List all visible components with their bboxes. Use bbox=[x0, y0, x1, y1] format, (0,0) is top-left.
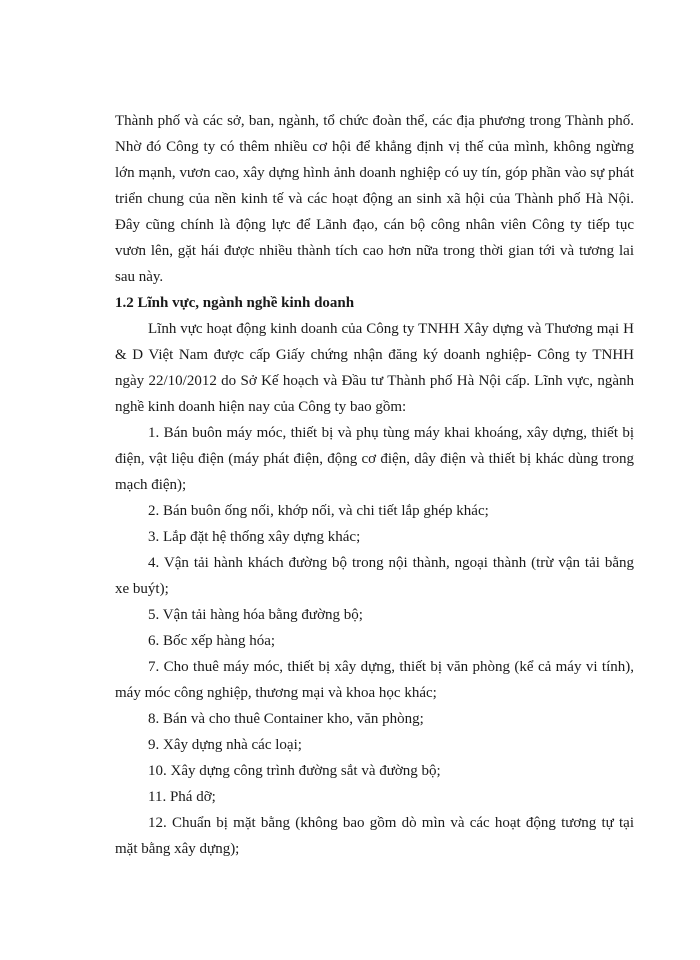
list-item: 2. Bán buôn ống nối, khớp nối, và chi tiết lắp ghép khác; bbox=[148, 503, 489, 519]
list-item: 5. Vận tải hàng hóa bằng đường bộ; bbox=[148, 607, 363, 623]
list-item: 8. Bán và cho thuê Container kho, văn phòng; bbox=[148, 711, 424, 727]
document-page bbox=[115, 108, 634, 862]
list-item: 11. Phá dỡ; bbox=[148, 789, 216, 805]
list-item: 9. Xây dựng nhà các loại; bbox=[148, 737, 302, 753]
list-item: 6. Bốc xếp hàng hóa; bbox=[148, 633, 276, 649]
list-item: 7. Cho thuê máy móc, thiết bị xây dựng, thiết bị văn phòng (kể cả máy vi tính), máy móc công nghiệp, thương mại và khoa học khác; bbox=[115, 659, 634, 701]
list-item: 4. Vận tải hành khách đường bộ trong nội thành, ngoại thành (trừ vận tải bằng xe buýt); bbox=[115, 555, 634, 597]
list-item: 10. Xây dựng công trình đường sắt và đường bộ; bbox=[148, 763, 441, 779]
intro-paragraph: Thành phố và các sở, ban, ngành, tổ chức đoàn thể, các địa phương trong Thành phố. Nhờ đó Công ty có thêm nhiều cơ hội để khẳng định vị thế của mình, không ngừng lớn mạnh, vươn cao, xây dựng hình ảnh doanh nghiệp có uy tín, góp phần vào sự phát triển chung của nền kinh tế và các hoạt động an sinh xã hội của Thành phố Hà Nội. Đây cũng chính là động lực để Lãnh đạo, cán bộ công nhân viên Công ty tiếp tục vươn lên, gặt hái được nhiều thành tích cao hơn nữa trong thời gian tới và tương lai sau này. bbox=[115, 113, 634, 285]
list-item: 1. Bán buôn máy móc, thiết bị và phụ tùng máy khai khoáng, xây dựng, thiết bị điện, vật liệu điện (máy phát điện, động cơ điện, dây điện và thiết bị khác dùng trong mạch điện); bbox=[115, 425, 634, 493]
section-paragraph: Lĩnh vực hoạt động kinh doanh của Công ty TNHH Xây dựng và Thương mại H & D Việt Nam được cấp Giấy chứng nhận đăng ký doanh nghiệp- Công ty TNHH ngày 22/10/2012 do Sở Kế hoạch và Đầu tư Thành phố Hà Nội cấp. Lĩnh vực, ngành nghề kinh doanh hiện nay của Công ty bao gồm: bbox=[115, 321, 634, 415]
section-heading: 1.2 Lĩnh vực, ngành nghề kinh doanh bbox=[115, 295, 355, 311]
list-item: 3. Lắp đặt hệ thống xây dựng khác; bbox=[148, 529, 361, 545]
list-item: 12. Chuẩn bị mặt bằng (không bao gồm dò mìn và các hoạt động tương tự tại mặt bằng xây dựng); bbox=[115, 815, 634, 857]
